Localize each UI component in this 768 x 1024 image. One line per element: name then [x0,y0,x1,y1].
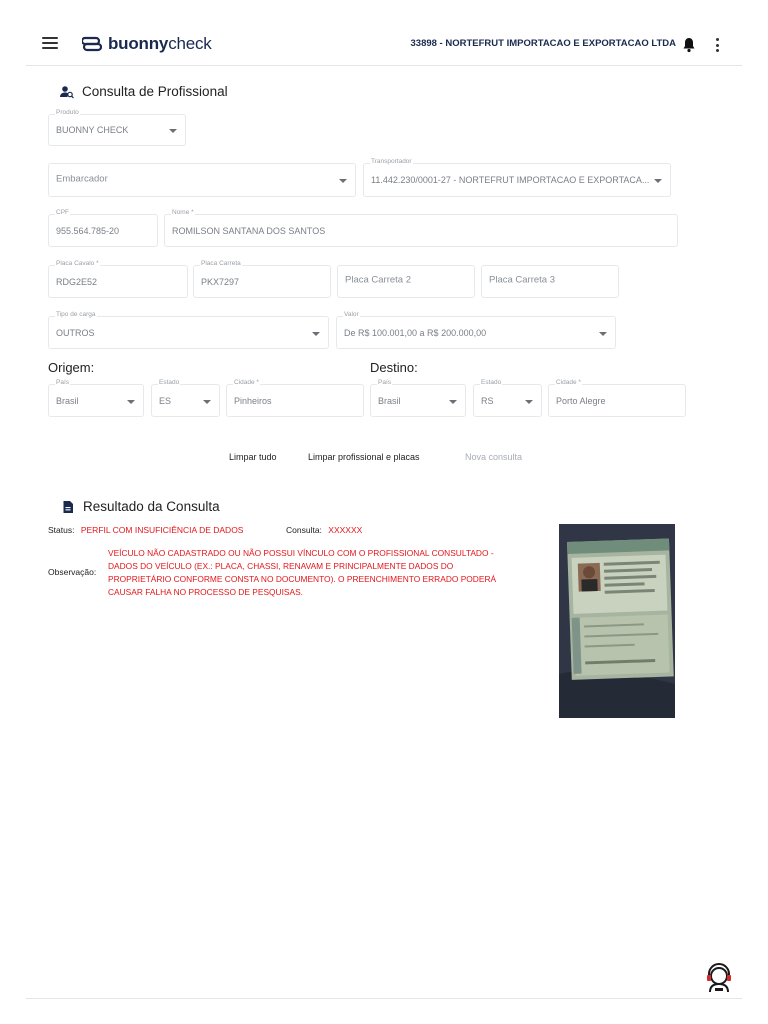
limpar-tudo-button[interactable]: Limpar tudo [229,452,277,462]
tipo-carga-label: Tipo de carga [56,311,96,318]
chevron-down-icon [525,400,533,404]
cpf-field[interactable] [48,209,158,247]
bell-icon[interactable] [682,37,696,53]
destino-pais-value: Brasil [378,395,401,406]
nome-field[interactable] [164,209,678,247]
placa-carreta-3-field[interactable] [481,265,619,298]
destino-estado-label: Estado [481,379,502,386]
chevron-down-icon [339,179,347,183]
cpf-label: CPF [56,209,69,216]
origem-cidade-label: Cidade * [234,379,259,386]
origem-estado-label: Estado [159,379,180,386]
nome-label: Nome * [172,209,194,216]
origem-heading: Origem: [48,360,95,375]
destino-cidade-value: Porto Alegre [556,395,606,406]
destino-heading: Destino: [370,360,418,375]
top-bar [26,24,742,66]
destino-pais-select[interactable] [370,379,466,417]
hamburger-menu-icon[interactable] [42,37,58,51]
placa-carreta-2-placeholder: Placa Carreta 2 [345,274,412,286]
chevron-down-icon [169,129,177,133]
chevron-down-icon [203,400,211,404]
embarcador-select[interactable] [48,163,356,197]
produto-value: BUONNY CHECK [56,125,129,135]
observacao-value: VEÍCULO NÃO CADASTRADO OU NÃO POSSUI VÍNCULO COM O PROFISSIONAL CONSULTADO - DADOS DO VEÍCULO (EX.: PLACA, CHASSI, RENAVAM E PRINCIPALMENTE DADOS DO PROPRIETÁRIO CONFORME CONSTA NO DOCUMENTO). O PREENCHIMENTO ERRADO PODERÁ CAUSAR FALHA NO PROCESSO DE PESQUISAS. [108,548,497,597]
more-options-icon[interactable] [714,38,720,52]
nova-consulta-button[interactable]: Nova consulta [465,452,523,462]
result-title: Resultado da Consulta [83,499,220,514]
placa-carreta-label: Placa Carreta [201,260,241,267]
origem-cidade-value: Pinheiros [234,395,272,406]
status-value: PERFIL COM INSUFICIÊNCIA DE DADOS [80,525,244,535]
origem-estado-select[interactable] [151,379,220,417]
valor-select[interactable] [336,311,616,349]
nome-value: ROMILSON SANTANA DOS SANTOS [172,225,326,236]
chevron-down-icon [312,332,320,336]
brand-name: buonnycheck [108,34,212,53]
page-title: Consulta de Profissional [82,84,228,99]
chevron-down-icon [599,332,607,336]
placa-carreta-3-placeholder: Placa Carreta 3 [489,274,556,286]
consulta-row [286,525,362,535]
destino-cidade-field[interactable] [548,379,686,417]
tipo-carga-value: OUTROS [56,327,95,338]
destino-estado-value: RS [481,395,494,406]
footer-divider [26,998,742,999]
buonny-logo-icon [82,35,102,53]
destino-pais-label: País [378,379,392,386]
valor-value: De R$ 100.001,00 a R$ 200.000,00 [344,327,487,338]
origem-pais-select[interactable] [48,379,144,417]
transportador-label: Transportador [371,158,412,165]
placa-cavalo-label: Placa Cavalo * [56,260,99,267]
transportador-value: 11.442.230/0001-27 - NORTEFRUT IMPORTACAO E EXPORTACA... [371,175,649,185]
origem-cidade-field[interactable] [226,379,364,417]
cpf-value: 955.564.785-20 [56,225,120,236]
chevron-down-icon [449,400,457,404]
produto-select[interactable] [48,109,186,146]
resultado-heading [61,499,220,514]
placa-cavalo-field[interactable] [48,260,188,298]
origem-pais-value: Brasil [56,395,79,406]
support-agent-icon[interactable] [703,962,735,994]
status-row [48,525,243,535]
observacao-label: Observação: [48,567,97,577]
embarcador-placeholder: Embarcador [56,173,108,185]
produto-label: Produto [56,109,79,116]
consulta-value: XXXXXX [328,525,363,535]
chevron-down-icon [127,400,135,404]
chevron-down-icon [654,179,662,183]
consulta-label: Consulta: [286,525,322,535]
origem-pais-label: País [56,379,70,386]
placa-carreta-field[interactable] [193,260,331,298]
person-search-icon [60,85,74,99]
placa-cavalo-value: RDG2E52 [56,276,98,287]
company-name[interactable]: 33898 - NORTEFRUT IMPORTACAO E EXPORTACAO LTDA [410,38,676,49]
placa-carreta-value: PKX7297 [201,276,240,287]
valor-label: Valor [344,311,359,318]
transportador-select[interactable] [363,158,671,197]
tipo-carga-select[interactable] [48,311,329,349]
logo[interactable] [82,34,212,54]
driver-document-photo[interactable] [559,524,675,718]
destino-estado-select[interactable] [473,379,542,417]
status-label: Status: [48,525,75,535]
destino-cidade-label: Cidade * [556,379,581,386]
origem-estado-value: ES [159,395,172,406]
placa-carreta-2-field[interactable] [337,265,475,298]
consulta-profissional-heading [60,84,228,99]
observacao-label-row [48,567,96,577]
document-icon [61,500,75,514]
limpar-profissional-button[interactable]: Limpar profissional e placas [308,452,420,462]
